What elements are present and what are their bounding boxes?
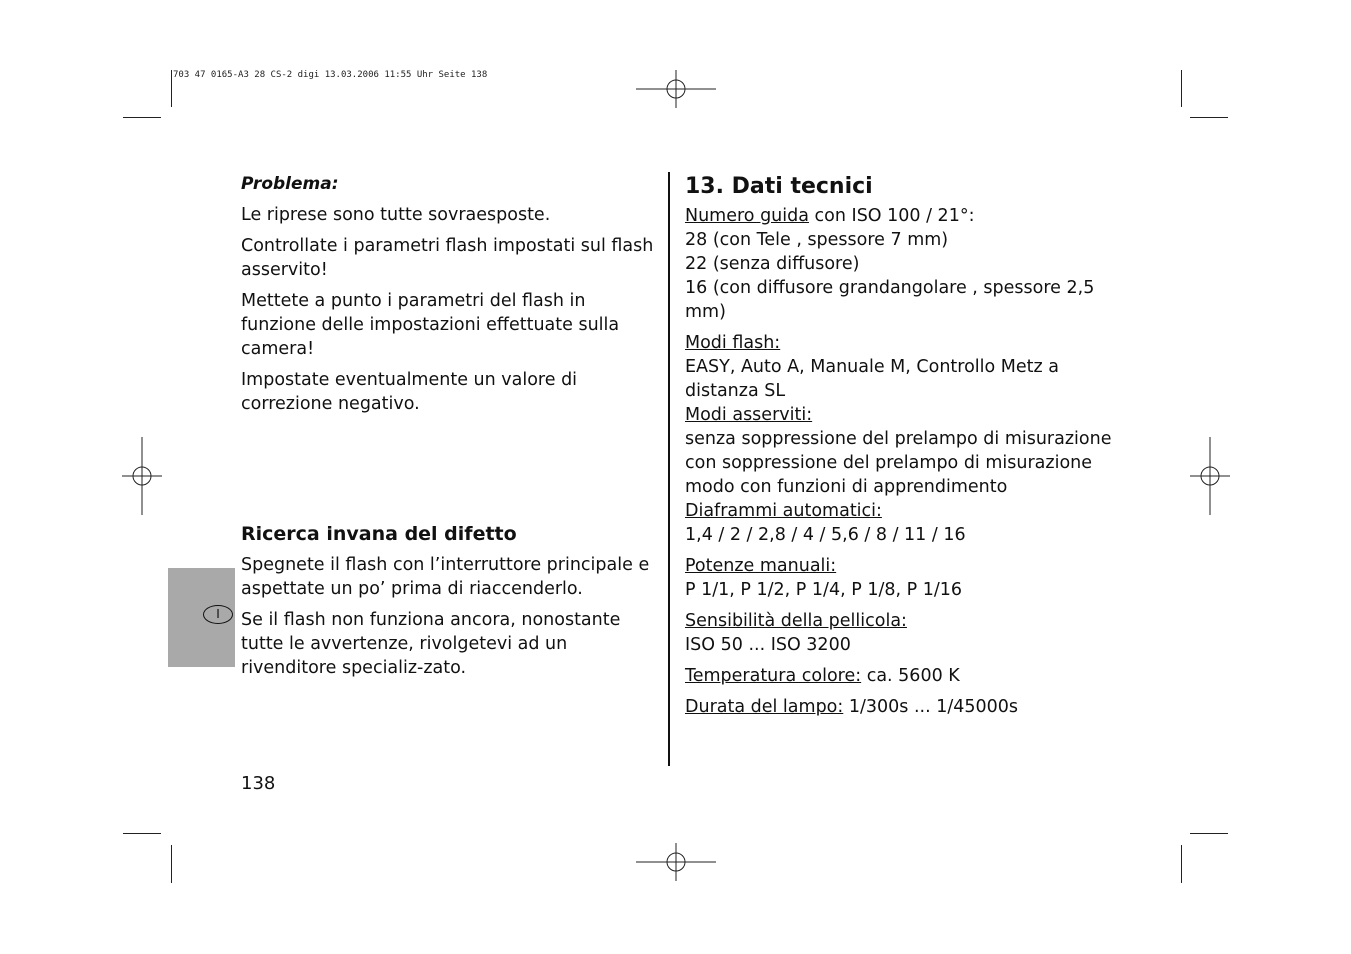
film-speed-value: ISO 50 ... ISO 3200: [685, 635, 851, 655]
problem-paragraph: Le riprese sono tutte sovraesposte.: [241, 205, 551, 225]
slave-modes-block: [685, 403, 1112, 499]
section-paragraph: Spegnete il flash con l’interruttore principale e aspettate un po’ prima di riaccenderlo.: [241, 555, 650, 599]
flash-modes-line: EASY, Auto A, Manuale M, Controllo Metz a: [685, 357, 1059, 377]
color-temp-label: Temperatura colore:: [685, 666, 862, 686]
apertures-value: 1,4 / 2 / 2,8 / 4 / 5,6 / 8 / 11 / 16: [685, 525, 966, 545]
flash-modes-label: Modi flash:: [685, 333, 781, 353]
problem-paragraph: Impostate eventualmente un valore di correzione negativo.: [241, 370, 578, 414]
print-slug: 703 47 0165-A3 28 CS-2 digi 13.03.2006 11:55 Uhr Seite 138: [173, 70, 488, 80]
flash-modes-block: [685, 331, 1085, 403]
technical-data-title: 13. Dati tecnici: [685, 174, 873, 199]
problem-paragraph: Mettete a punto i parametri del flash in funzione delle impostazioni effettuate sulla camera!: [241, 291, 620, 359]
guide-number-suffix: con ISO 100 / 21°:: [808, 206, 975, 226]
registration-mark-top: [636, 70, 716, 108]
flash-modes-line: distanza SL: [685, 381, 786, 401]
guide-number-line: mm): [685, 302, 726, 322]
flash-duration-block: [685, 695, 1085, 719]
slave-modes-label: Modi asserviti:: [685, 405, 813, 425]
column-divider: [668, 172, 670, 766]
registration-mark-left: [122, 437, 162, 515]
technical-data: [685, 172, 1112, 726]
guide-number-line: 22 (senza diffusore): [685, 254, 860, 274]
color-temp-block: [685, 664, 1085, 688]
slave-modes-line: senza soppressione del prelampo di misurazione: [685, 429, 1112, 449]
troubleshooting-problem: [241, 172, 661, 423]
apertures-block: [685, 499, 1085, 547]
flash-duration-label: Durata del lampo:: [685, 697, 844, 717]
registration-mark-right: [1190, 437, 1230, 515]
language-tab-letter: I: [203, 605, 233, 624]
section-heading: Ricerca invana del difetto: [241, 523, 517, 545]
section-paragraph: Se il flash non funziona ancora, nonostante tutte le avvertenze, rivolgetevi ad un rivenditore specializ-zato.: [241, 610, 621, 678]
film-speed-block: [685, 609, 1085, 657]
registration-mark-bottom: [636, 843, 716, 881]
guide-number-line: 16 (con diffusore grandangolare , spessore 2,5: [685, 278, 1095, 298]
problem-paragraph: Controllate i parametri flash impostati sul flash asservito!: [241, 236, 654, 280]
apertures-label: Diaframmi automatici:: [685, 501, 882, 521]
manual-power-block: [685, 554, 1085, 602]
flash-duration-value: 1/300s ... 1/45000s: [843, 697, 1019, 717]
color-temp-value: ca. 5600 K: [861, 666, 960, 686]
guide-number-label: Numero guida: [685, 206, 809, 226]
manual-power-label: Potenze manuali:: [685, 556, 837, 576]
guide-number-block: [685, 204, 1095, 324]
page-number: 138: [241, 773, 276, 794]
slave-modes-line: modo con funzioni di apprendimento: [685, 477, 1008, 497]
manual-power-value: P 1/1, P 1/2, P 1/4, P 1/8, P 1/16: [685, 580, 963, 600]
slave-modes-line: con soppressione del prelampo di misurazione: [685, 453, 1093, 473]
film-speed-label: Sensibilità della pellicola:: [685, 611, 907, 631]
troubleshooting-section: [241, 553, 661, 687]
problem-heading: Problema:: [241, 174, 339, 194]
guide-number-line: 28 (con Tele , spessore 7 mm): [685, 230, 949, 250]
